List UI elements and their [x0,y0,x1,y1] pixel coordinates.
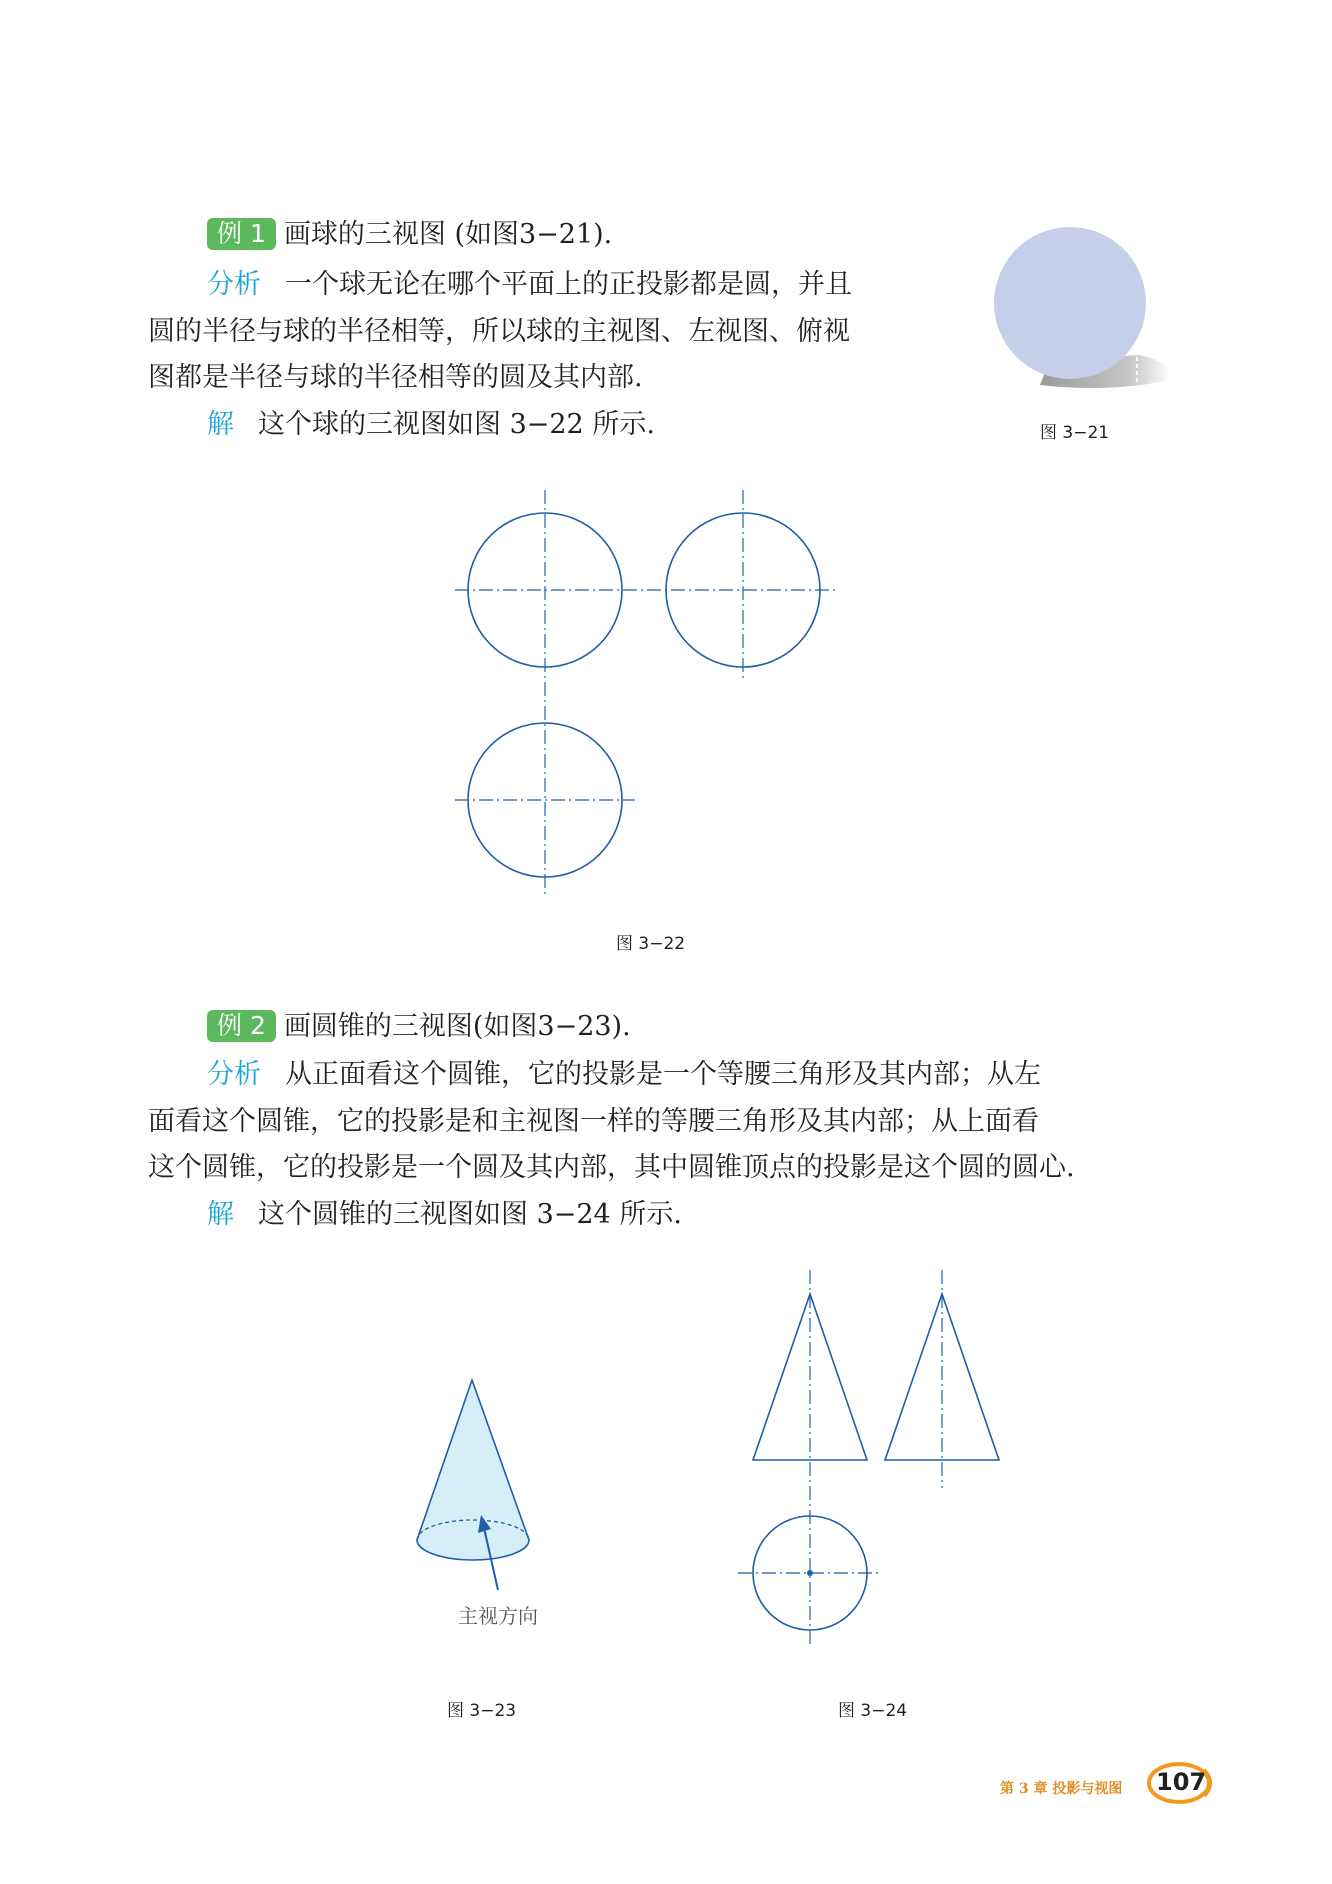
example2-title: 画圆锥的三视图(如图3−23). [283,1011,631,1042]
example2-solution-label: 解 [207,1199,234,1230]
sphere [994,227,1146,379]
figure-3-21-caption: 图 3−21 [1040,423,1110,443]
example1-solution-line: 解 这个球的三视图如图 3−22 所示. [207,409,655,440]
example1-analysis-line3: 图都是半径与球的半径相等的圆及其内部. [148,362,643,393]
cone-body [417,1380,529,1560]
example2-analysis-line1: 分析 从正面看这个圆锥，它的投影是一个等腰三角形及其内部；从左 [207,1059,1041,1090]
example1-title: 画球的三视图 (如图3−21). [283,219,613,250]
example1-badge: 例 1 [207,218,276,250]
view-direction-label: 主视方向 [458,1604,538,1628]
figure-3-23-caption: 图 3−23 [447,1701,517,1721]
example2-badge: 例 2 [207,1010,276,1042]
cone-apex-projection-point [807,1570,813,1576]
example2-analysis-label: 分析 [207,1059,261,1090]
figure-3-22 [440,480,860,900]
figure-3-21-sphere [990,225,1190,395]
figure-3-22-caption: 图 3−22 [616,934,686,954]
example2-analysis-line3: 这个圆锥，它的投影是一个圆及其内部，其中圆锥顶点的投影是这个圆的圆心. [148,1152,1075,1183]
example2-title-line [207,1009,631,1045]
figure-3-24-caption: 图 3−24 [838,1701,908,1721]
footer-chapter-title: 第 3 章 投影与视图 [1000,1781,1123,1797]
example2-analysis-line2: 面看这个圆锥，它的投影是和主视图一样的等腰三角形及其内部；从上面看 [148,1106,1039,1137]
example1-solution-label: 解 [207,409,234,440]
figure-3-24 [730,1270,1030,1650]
example2-solution-line: 解 这个圆锥的三视图如图 3−24 所示. [207,1199,682,1230]
figure-3-23-cone [400,1365,560,1605]
example1-analysis-label: 分析 [207,269,261,300]
page-number: 107 [1156,1768,1207,1796]
example1-title-line [207,217,612,253]
example1-analysis-line1: 分析 一个球无论在哪个平面上的正投影都是圆，并且 [207,269,852,300]
example1-analysis-line2: 圆的半径与球的半径相等，所以球的主视图、左视图、俯视 [148,316,850,347]
